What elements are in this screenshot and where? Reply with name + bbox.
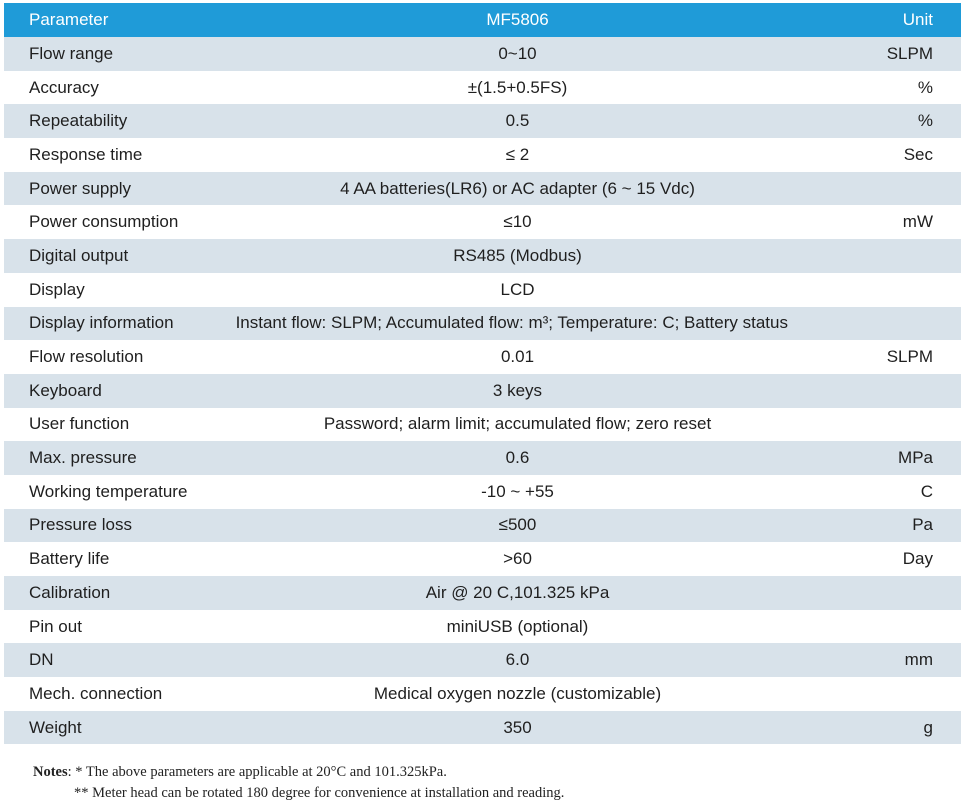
table-row	[4, 239, 961, 273]
row-parameter: Accuracy	[29, 77, 99, 97]
row-value: miniUSB (optional)	[446, 616, 589, 636]
table-row	[4, 172, 961, 206]
row-parameter: User function	[29, 414, 130, 434]
table-row	[4, 138, 961, 172]
notes-line-2: ** Meter head can be rotated 180 degree for convenience at installation and reading.	[74, 785, 565, 801]
row-value: -10 ~ +55	[481, 481, 554, 501]
row-value: ±(1.5+0.5FS)	[467, 77, 568, 97]
table-row	[4, 71, 961, 105]
table-row	[4, 610, 961, 644]
row-unit: Day	[902, 549, 933, 569]
row-value: Medical oxygen nozzle (customizable)	[373, 683, 662, 703]
notes	[33, 762, 564, 804]
row-parameter: Power supply	[29, 178, 132, 198]
row-unit: Sec	[903, 144, 933, 164]
row-unit: %	[917, 111, 933, 131]
row-parameter: Flow resolution	[29, 347, 144, 367]
row-value: 0~10	[498, 43, 537, 63]
table-header	[4, 3, 961, 37]
header-unit: Unit	[902, 10, 933, 29]
row-value: ≤ 2	[505, 144, 530, 164]
table-row	[4, 475, 961, 509]
table-row	[4, 273, 961, 307]
row-unit: mm	[904, 650, 933, 670]
row-value: 4 AA batteries(LR6) or AC adapter (6 ~ 15 Vdc)	[340, 178, 695, 198]
row-value: 0.01	[500, 347, 535, 367]
table-row	[4, 205, 961, 239]
table-row	[4, 542, 961, 576]
row-value: 0.5	[505, 111, 530, 131]
row-value: 6.0	[505, 650, 530, 670]
row-unit: mW	[902, 212, 933, 232]
header-model: MF5806	[486, 10, 549, 29]
table-row	[4, 509, 961, 543]
row-parameter: Working temperature	[29, 481, 188, 501]
row-parameter: Keyboard	[29, 380, 102, 400]
row-parameter: Digital output	[29, 245, 129, 265]
row-value: 0.6	[505, 448, 530, 468]
row-value: 3 keys	[492, 380, 543, 400]
row-value: ≤10	[503, 212, 532, 232]
row-value: Password; alarm limit; accumulated flow; zero reset	[323, 414, 712, 434]
table-body	[4, 37, 961, 744]
row-parameter: Pressure loss	[29, 515, 132, 535]
table-row	[4, 576, 961, 610]
table-row	[4, 307, 961, 341]
table-row	[4, 677, 961, 711]
row-parameter: Battery life	[29, 549, 110, 569]
row-unit: g	[923, 717, 933, 737]
row-parameter: Display information	[29, 313, 174, 333]
row-parameter: Pin out	[29, 616, 82, 636]
row-unit: SLPM	[886, 347, 933, 367]
row-parameter: Response time	[29, 144, 143, 164]
row-value: 350	[503, 717, 532, 737]
table-row	[4, 374, 961, 408]
row-value: Instant flow: SLPM; Accumulated flow: m³; Temperature: C; Battery status	[235, 313, 788, 333]
row-unit: C	[920, 481, 933, 501]
row-unit: Pa	[912, 515, 933, 535]
table-row	[4, 340, 961, 374]
row-value: ≤500	[498, 515, 537, 535]
spec-table	[4, 3, 961, 744]
notes-line-1	[33, 762, 564, 783]
row-parameter: DN	[29, 650, 54, 670]
table-row	[4, 408, 961, 442]
row-parameter: Power consumption	[29, 212, 179, 232]
row-parameter: Calibration	[29, 582, 111, 602]
notes-label: Notes	[33, 764, 68, 780]
row-unit: %	[917, 77, 933, 97]
table-row	[4, 711, 961, 745]
row-value: LCD	[500, 279, 535, 299]
row-value: >60	[503, 549, 532, 569]
notes-text-1: : * The above parameters are applicable at 20°C and 101.325kPa.	[67, 764, 447, 780]
row-parameter: Weight	[29, 717, 82, 737]
table-row	[4, 441, 961, 475]
row-unit: SLPM	[886, 43, 933, 63]
table-row	[4, 104, 961, 138]
row-parameter: Repeatability	[29, 111, 128, 131]
row-value: Air @ 20 C,101.325 kPa	[425, 582, 610, 602]
row-parameter: Mech. connection	[29, 683, 163, 703]
row-parameter: Max. pressure	[29, 448, 137, 468]
table-row	[4, 643, 961, 677]
table-row	[4, 37, 961, 71]
row-unit: MPa	[898, 448, 933, 468]
row-parameter: Display	[29, 279, 85, 299]
header-parameter: Parameter	[29, 10, 109, 29]
row-value: RS485 (Modbus)	[453, 245, 582, 265]
row-parameter: Flow range	[29, 43, 114, 63]
